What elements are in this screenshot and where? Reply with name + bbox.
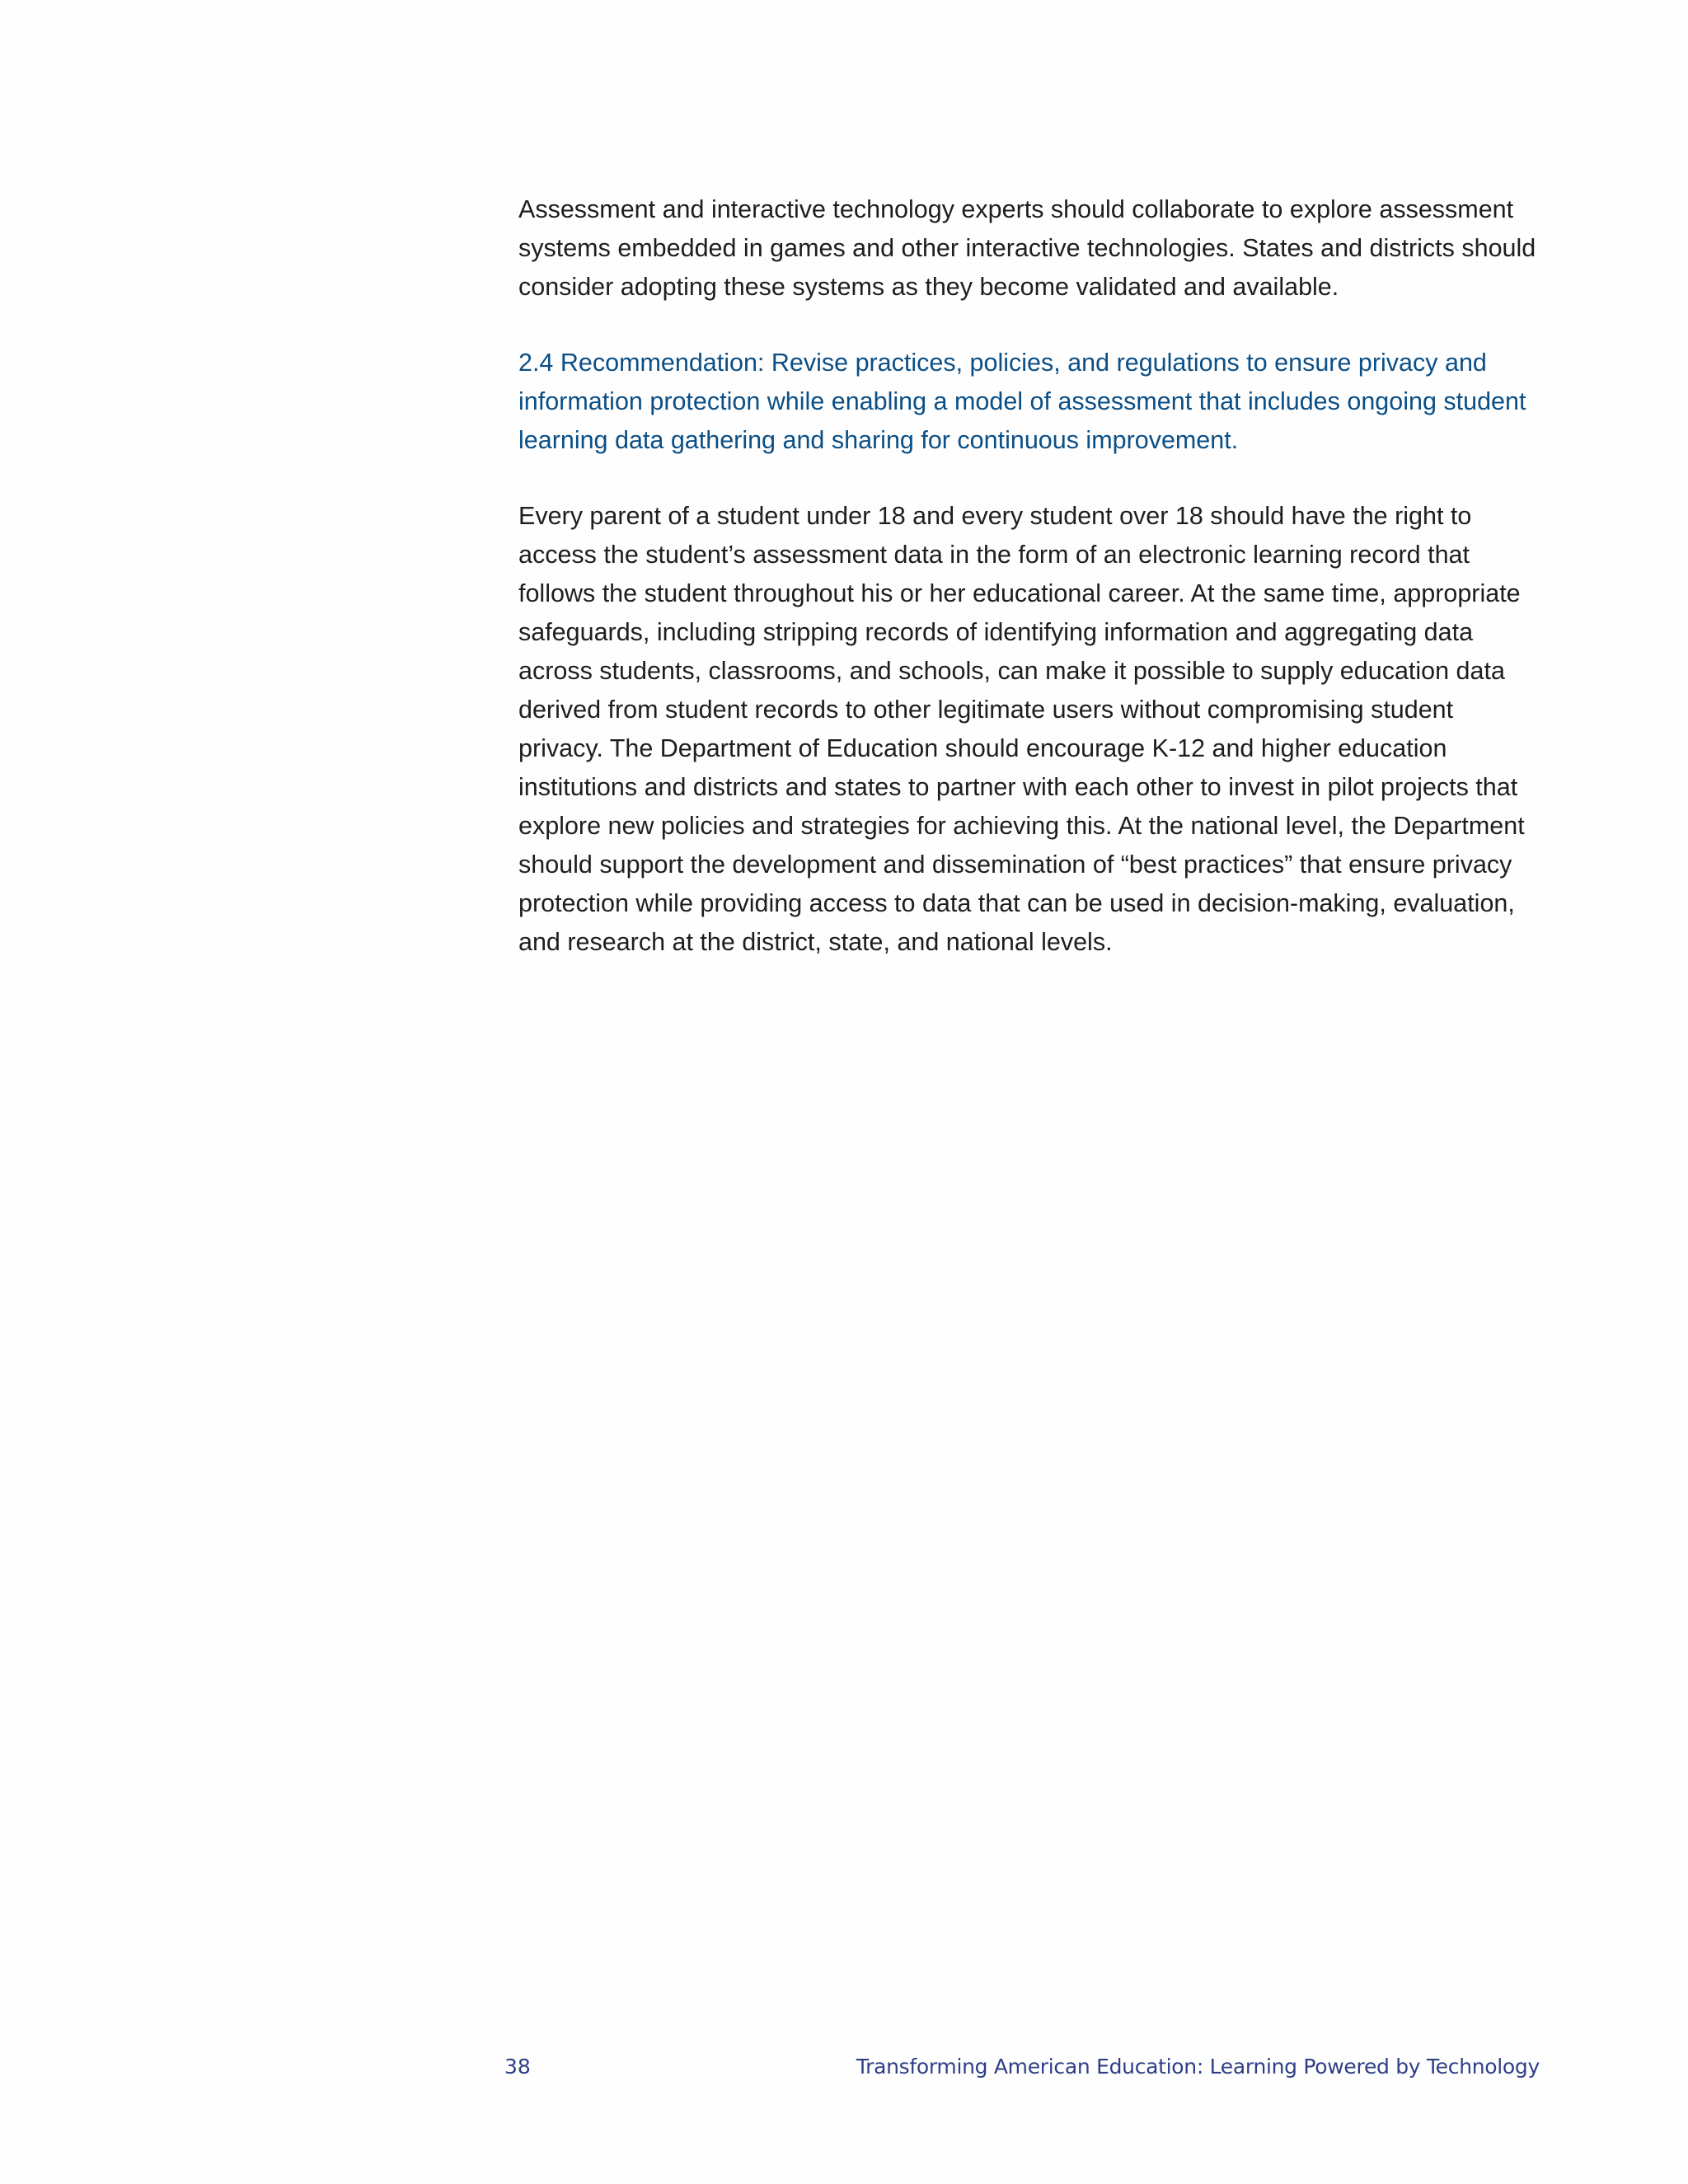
paragraph-games-assessment: Assessment and interactive technology experts should collaborate to explore assessment systems embedded in games and other interactive technologies. States and districts should consider adopting these systems as they become validated and available.: [518, 195, 1536, 301]
recommendation-2-4-heading: 2.4 Recommendation: Revise practices, policies, and regulations to ensure privacy and information protection while enabling a model of assessment that includes ongoing student learning data gathering and sharing for continuous improvement.: [518, 349, 1526, 454]
page-body: [518, 190, 1545, 999]
page-number: 38: [504, 2055, 531, 2079]
page-footer: [504, 2055, 1540, 2088]
paragraph-student-privacy: Every parent of a student under 18 and every student over 18 should have the right to access the student’s assessment data in the form of an electronic learning record that follows the student throughout his or her educational career. At the same time, appropriate safeguards, including stripping records of identifying information and aggregating data across students, classrooms, and schools, can make it possible to supply education data derived from student records to other legitimate users without compromising student privacy. The Department of Education should encourage K-12 and higher education institutions and districts and states to partner with each other to invest in pilot projects that explore new policies and strategies for achieving this. At the national level, the Department should support the development and dissemination of “best practices” that ensure privacy protection while providing access to data that can be used in decision-making, evaluation, and research at the district, state, and national levels.: [518, 502, 1525, 956]
running-title: Transforming American Education: Learning Powered by Technology: [856, 2055, 1540, 2079]
